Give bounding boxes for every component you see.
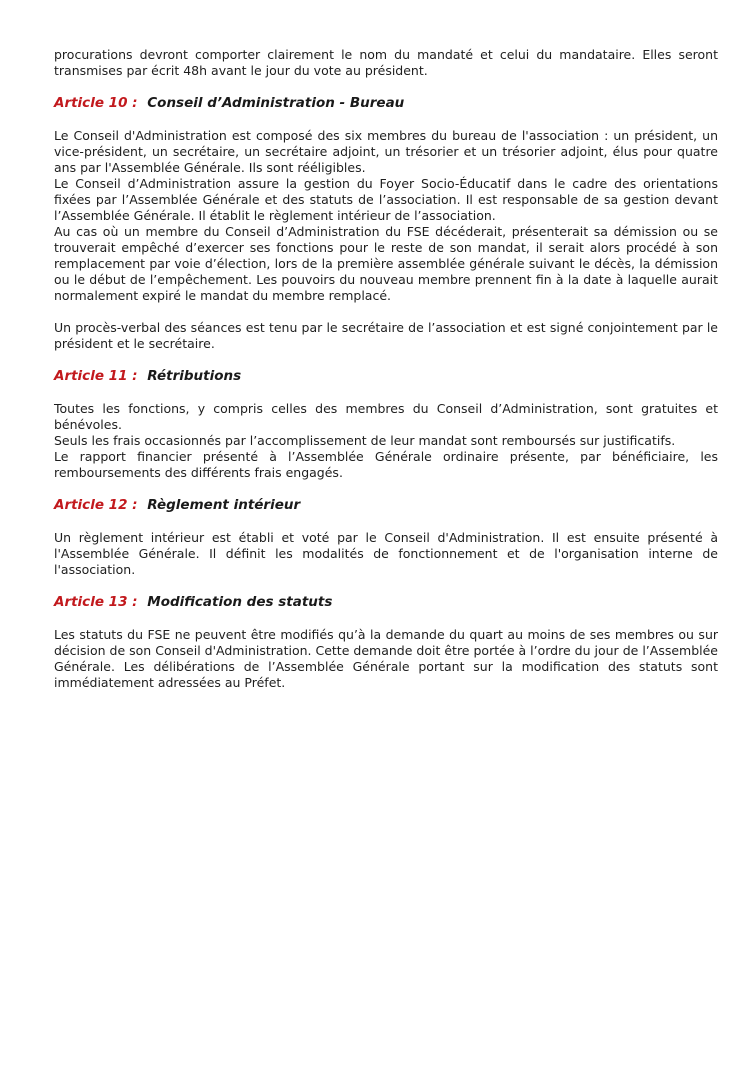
article-12-body-block: [54, 530, 718, 578]
article-13-heading: [54, 594, 718, 611]
article-10-proces-verbal: Un procès-verbal des séances est tenu par le secrétaire de l’association et est signé conjointement par le président et le secrétaire.: [54, 320, 718, 351]
article-12-label: Article 12 :: [54, 497, 138, 513]
article-11-paragraph-2: Seuls les frais occasionnés par l’accomplissement de leur mandat sont remboursés sur justificatifs.: [54, 433, 676, 448]
article-10-paragraph-2: Le Conseil d’Administration assure la gestion du Foyer Socio-Éducatif dans le cadre des orientations fixées par l’Assemblée Générale et des statuts de l’association. Il est responsable de sa gestion devant l’Assemblée Générale. Il établit le règlement intérieur de l’association.: [54, 176, 718, 223]
article-10-heading: [54, 95, 718, 112]
article-10-paragraph-3: Au cas où un membre du Conseil d’Administration du FSE décéderait, présenterait sa démission ou se trouverait empêché d’exercer ses fonctions pour le reste de son mandat, il serait alors procédé à son remplacement par voie d’élection, lors de la première assemblée générale suivant le décès, la démission ou le début de l’empêchement. Les pouvoirs du nouveau membre prennent fin à la date à laquelle aurait normalement expiré le mandat du membre remplacé.: [54, 224, 718, 303]
article-11-body-block: [54, 401, 718, 481]
article-12-paragraph-1: Un règlement intérieur est établi et voté par le Conseil d'Administration. Il est ensuite présenté à l'Assemblée Générale. Il définit les modalités de fonctionnement et de l'organisation interne de l'association.: [54, 530, 718, 577]
article-13-body-block: [54, 627, 718, 691]
article-12-title: Règlement intérieur: [147, 497, 301, 513]
intro-paragraph-block: [54, 47, 718, 79]
article-13-label: Article 13 :: [54, 594, 138, 610]
article-13-paragraph-1: Les statuts du FSE ne peuvent être modifiés qu’à la demande du quart au moins de ses membres ou sur décision de son Conseil d'Administration. Cette demande doit être portée à l’ordre du jour de l’Assemblée Générale. Les délibérations de l’Assemblée Générale portant sur la modification des statuts sont immédiatement adressées au Préfet.: [54, 627, 718, 690]
article-10-proces-verbal-block: [54, 320, 718, 352]
article-10-paragraph-1: Le Conseil d'Administration est composé des six membres du bureau de l'association : un président, un vice-président, un secrétaire, un secrétaire adjoint, un trésorier et un trésorier adjoint, élus pour quatre ans par l'Assemblée Générale. Ils sont rééligibles.: [54, 128, 718, 175]
article-11-label: Article 11 :: [54, 368, 138, 384]
article-11-paragraph-3: Le rapport financier présenté à l’Assemblée Générale ordinaire présente, par bénéficiaire, les remboursements des différents frais engagés.: [54, 449, 718, 480]
article-12-heading: [54, 497, 718, 514]
article-11-title: Rétributions: [147, 368, 242, 384]
intro-paragraph: procurations devront comporter clairement le nom du mandaté et celui du mandataire. Elles seront transmises par écrit 48h avant le jour du vote au président.: [54, 47, 718, 78]
article-10-label: Article 10 :: [54, 95, 138, 111]
article-11-paragraph-1: Toutes les fonctions, y compris celles des membres du Conseil d’Administration, sont gratuites et bénévoles.: [54, 401, 718, 432]
article-10-body-block: [54, 128, 718, 304]
article-11-heading: [54, 368, 718, 385]
article-10-title: Conseil d’Administration - Bureau: [147, 95, 405, 111]
article-13-title: Modification des statuts: [147, 594, 333, 610]
